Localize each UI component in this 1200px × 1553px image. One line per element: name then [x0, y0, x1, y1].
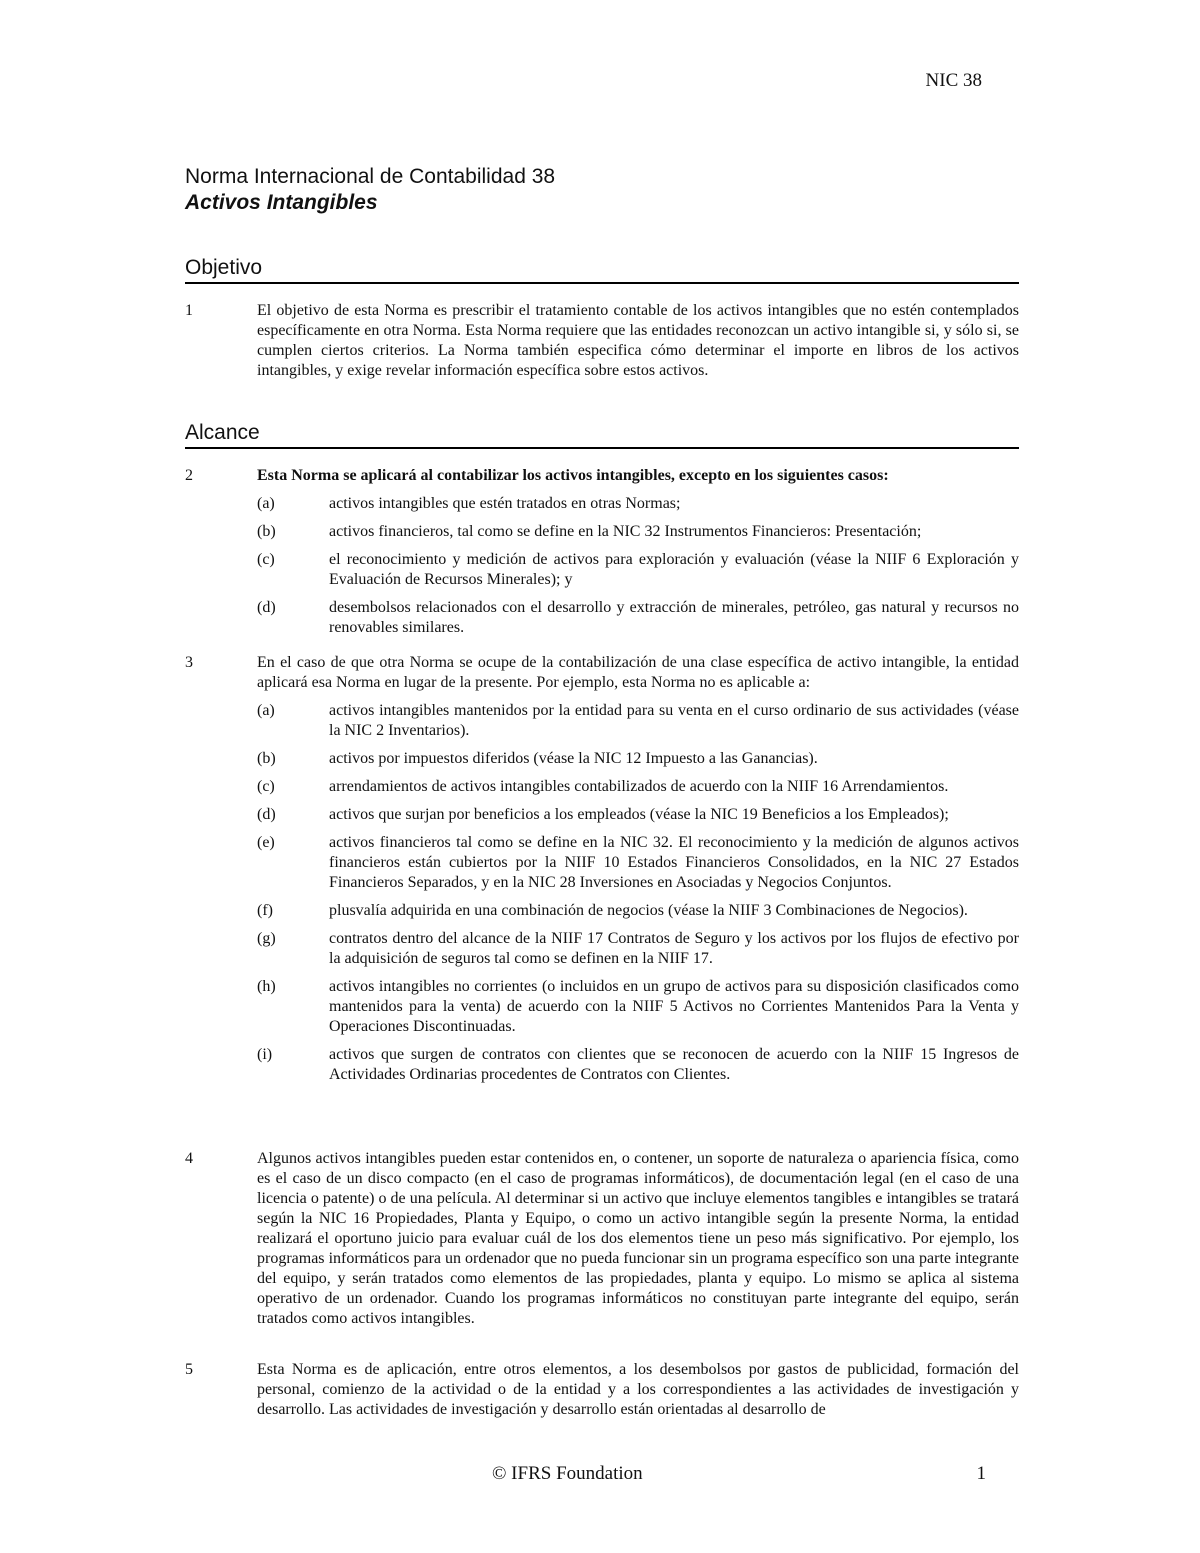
list-item-text: activos que surjan por beneficios a los empleados (véase la NIC 19 Beneficios a los Empleados); [329, 806, 949, 823]
list-item [257, 805, 1019, 825]
list-item-text: activos que surgen de contratos con clientes que se reconocen de acuerdo con la NIIF 15 Ingresos de Actividades Ordinarias procedentes de Contratos con Clientes. [329, 1046, 1019, 1083]
list-item-text: desembolsos relacionados con el desarrollo y extracción de minerales, petróleo, gas natural y recursos no renovables similares. [329, 599, 1019, 636]
list-item-text: activos intangibles mantenidos por la entidad para su venta en el curso ordinario de sus actividades (véase la NIC 2 Inventarios). [329, 702, 1019, 739]
section-heading-alcance: Alcance [185, 420, 1019, 449]
list-item [257, 701, 1019, 741]
paragraph-text: Algunos activos intangibles pueden estar contenidos en, o contener, un soporte de naturaleza o apariencia física, como es el caso de un disco compacto (en el caso de programas informáticos), de documentación legal (en el caso de una licencia o patente) o de una película. Al determinar si un activo que incluye elementos tangibles e intangibles se tratará según la NIC 16 Propiedades, Planta y Equipo, o como un activo intangible según la presente Norma, la entidad realizará el oportuno juicio para evaluar cuál de los dos elementos tiene un peso más significativo. Por ejemplo, los programas informáticos para un ordenador que no pueda funcionar sin un programa específico son una parte integrante del equipo, y serán tratados como elementos de las propiedades, planta y equipo. Lo mismo se aplica al sistema operativo de un ordenador. Cuando los programas informáticos no constituyan parte integrante del equipo, serán tratados como activos intangibles. [257, 1150, 1019, 1327]
list-item-text: el reconocimiento y medición de activos para exploración y evaluación (véase la NIIF 6 Exploración y Evaluación de Recursos Minerales); y [329, 551, 1019, 588]
list-item-label: (c) [257, 778, 275, 795]
list-item-text: activos intangibles que estén tratados en otras Normas; [329, 495, 681, 512]
exclusion-list [257, 494, 1019, 638]
list-item-text: contratos dentro del alcance de la NIIF 17 Contratos de Seguro y los activos por los flujos de efectivo por la adquisición de seguros tal como se definen en la NIIF 17. [329, 930, 1019, 967]
paragraph-5 [185, 1360, 1019, 1420]
list-item-label: (h) [257, 978, 276, 995]
paragraph-text: En el caso de que otra Norma se ocupe de la contabilización de una clase específica de activo intangible, la entidad aplicará esa Norma en lugar de la presente. Por ejemplo, esta Norma no es aplicable a: [257, 654, 1019, 691]
list-item-label: (a) [257, 702, 275, 719]
list-item [257, 494, 1019, 514]
page-number: 1 [976, 1463, 986, 1484]
paragraph-text: Esta Norma se aplicará al contabilizar los activos intangibles, excepto en los siguientes casos: [257, 467, 889, 484]
list-item-label: (f) [257, 902, 273, 919]
list-item [257, 522, 1019, 542]
copyright-text: © IFRS Foundation [492, 1463, 643, 1484]
list-item [257, 929, 1019, 969]
list-item [257, 749, 1019, 769]
list-item [257, 598, 1019, 638]
list-item-text: activos financieros, tal como se define en la NIC 32 Instrumentos Financieros: Presentación; [329, 523, 922, 540]
document-subtitle: Activos Intangibles [185, 191, 378, 214]
list-item [257, 977, 1019, 1037]
paragraph-number: 3 [185, 654, 193, 671]
list-item [257, 777, 1019, 797]
list-item-label: (b) [257, 750, 276, 767]
list-item-label: (b) [257, 523, 276, 540]
document-title: Norma Internacional de Contabilidad 38 [185, 165, 556, 188]
paragraph-text: Esta Norma es de aplicación, entre otros elementos, a los desembolsos por gastos de publicidad, formación del personal, comienzo de la actividad o de la entidad y a los correspondientes a las actividades de investigación y desarrollo. Las actividades de investigación y desarrollo están orientadas al desarrollo de [257, 1361, 1019, 1418]
list-item-label: (d) [257, 599, 276, 616]
list-item-label: (c) [257, 551, 275, 568]
paragraph-3 [185, 653, 1019, 1093]
list-item-text: plusvalía adquirida en una combinación de negocios (véase la NIIF 3 Combinaciones de Negocios). [329, 902, 968, 919]
list-item-label: (g) [257, 930, 276, 947]
title-block [185, 164, 1019, 216]
list-item-text: activos financieros tal como se define en la NIC 32. El reconocimiento y la medición de algunos activos financieros están cubiertos por la NIIF 10 Estados Financieros Consolidados, en la NIC 27 Estados Financieros Separados, y en la NIC 28 Inversiones en Asociadas y Negocios Conjuntos. [329, 834, 1019, 891]
list-item-label: (e) [257, 834, 275, 851]
paragraph-2 [185, 466, 1019, 646]
list-item-label: (a) [257, 495, 275, 512]
list-item-label: (i) [257, 1046, 273, 1063]
paragraph-number: 5 [185, 1361, 193, 1378]
list-item [257, 1045, 1019, 1085]
scope-exception-list [257, 701, 1019, 1085]
paragraph-4 [185, 1149, 1019, 1329]
list-item-label: (d) [257, 806, 276, 823]
list-item-text: arrendamientos de activos intangibles contabilizados de acuerdo con la NIIF 16 Arrendamientos. [329, 778, 949, 795]
paragraph-number: 2 [185, 467, 193, 484]
section-heading-objetivo: Objetivo [185, 255, 1019, 284]
paragraph-number: 4 [185, 1150, 193, 1167]
list-item-text: activos por impuestos diferidos (véase la NIC 12 Impuesto a las Ganancias). [329, 750, 818, 767]
list-item [257, 550, 1019, 590]
list-item [257, 901, 1019, 921]
paragraph-number: 1 [185, 302, 193, 319]
paragraph-text: El objetivo de esta Norma es prescribir el tratamiento contable de los activos intangibles que no estén contemplados específicamente en otra Norma. Esta Norma requiere que las entidades reconozcan un activo intangible si, y sólo si, se cumplen ciertos criterios. La Norma también especifica cómo determinar el importe en libros de los activos intangibles, y exige revelar información específica sobre estos activos. [257, 302, 1019, 379]
running-header: NIC 38 [925, 70, 982, 91]
list-item [257, 833, 1019, 893]
list-item-text: activos intangibles no corrientes (o incluidos en un grupo de activos para su disposición clasificados como mantenidos para la venta) de acuerdo con la NIIF 5 Activos no Corrientes Mantenidos Para la Venta y Operaciones Discontinuadas. [329, 978, 1019, 1035]
paragraph-1 [185, 301, 1019, 381]
